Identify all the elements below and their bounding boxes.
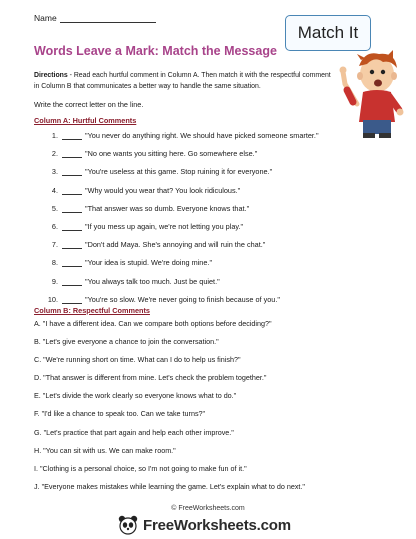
answer-blank[interactable]	[62, 186, 82, 195]
item-number: 2.	[51, 149, 58, 159]
item-text: "You always talk too much. Just be quiet."	[85, 276, 220, 286]
item-number: 6.	[51, 221, 58, 231]
item-number: 9.	[51, 276, 58, 286]
answer-blank[interactable]	[62, 131, 82, 140]
answer-blank[interactable]	[62, 277, 82, 286]
item-text: "No one wants you sitting here. Go somewhere else."	[85, 149, 258, 159]
column-a-list	[34, 131, 374, 313]
column-b-item: E. "Let's divide the work clearly so everyone knows what to do."	[34, 391, 237, 401]
item-text: "If you mess up again, we're not letting you play."	[85, 221, 244, 231]
answer-blank[interactable]	[62, 240, 82, 249]
item-number: 10.	[47, 294, 58, 304]
item-number: 3.	[51, 167, 58, 177]
answer-blank[interactable]	[62, 149, 82, 158]
item-number: 7.	[51, 240, 58, 250]
footer-brand: FreeWorksheets.com	[143, 516, 291, 534]
answer-blank[interactable]	[62, 204, 82, 213]
directions-text: - Read each hurtful comment in Column A. Then match it with the respectful comment in Column B that communicates a better way to handle the same situation.	[34, 72, 331, 90]
column-b-item: F. "I'd like a chance to speak too. Can we take turns?"	[34, 409, 206, 419]
column-a-item	[34, 131, 374, 149]
column-b-list	[34, 319, 404, 500]
boy-pointing-illustration	[337, 44, 409, 139]
column-b-item: J. "Everyone makes mistakes while learning the game. Let's explain what to do next."	[34, 481, 305, 491]
column-b-item: C. "We're running short on time. What can I do to help us finish?"	[34, 355, 241, 365]
answer-blank[interactable]	[62, 222, 82, 231]
column-b-heading: Column B: Respectful Comments	[34, 306, 150, 315]
column-b-item: H. "You can sit with us. We can make room."	[34, 445, 176, 455]
answer-blank[interactable]	[62, 258, 82, 267]
answer-blank[interactable]	[62, 167, 82, 176]
directions	[34, 70, 334, 92]
panda-icon	[118, 515, 138, 535]
column-a-item	[34, 240, 374, 258]
name-line[interactable]	[60, 22, 156, 23]
column-b-item: A. "I have a different idea. Can we compare both options before deciding?"	[34, 319, 272, 328]
answer-blank[interactable]	[62, 295, 82, 304]
item-text: "Why would you wear that? You look ridiculous."	[85, 185, 241, 195]
item-number: 8.	[51, 258, 58, 268]
name-label: Name	[34, 13, 57, 23]
column-b-item: I. "Clothing is a personal choice, so I'm not going to make fun of it."	[34, 463, 247, 473]
column-a-item	[34, 277, 374, 295]
item-text: "That answer was so dumb. Everyone knows that."	[85, 203, 250, 213]
item-text: "Your idea is stupid. We're doing mine."	[85, 258, 213, 268]
footer-logo	[118, 514, 308, 536]
item-number: 4.	[51, 185, 58, 195]
item-text: "Don't add Maya. She's annoying and will ruin the chat."	[85, 240, 266, 250]
column-a-heading: Column A: Hurtful Comments	[34, 116, 137, 125]
footer-copyright: © FreeWorksheets.com	[171, 505, 245, 512]
item-text: "You're so slow. We're never going to finish because of you."	[85, 294, 280, 304]
column-b-item: G. "Let's practice that part again and help each other improve."	[34, 427, 234, 437]
worksheet-title: Words Leave a Mark: Match the Message	[34, 44, 277, 58]
item-number: 1.	[51, 131, 58, 140]
column-a-item	[34, 167, 374, 185]
item-text: "You're useless at this game. Stop ruining it for everyone."	[85, 167, 273, 177]
directions-label: Directions	[34, 72, 68, 79]
instruction-text: Write the correct letter on the line.	[34, 100, 144, 109]
column-b-item: B. "Let's give everyone a chance to join the conversation."	[34, 337, 219, 347]
column-a-item	[34, 186, 374, 204]
column-b-item: D. "That answer is different from mine. Let's check the problem together."	[34, 373, 267, 383]
column-a-item	[34, 204, 374, 222]
item-text: "You never do anything right. We should have picked someone smarter."	[85, 131, 319, 140]
column-a-item	[34, 222, 374, 240]
item-number: 5.	[51, 203, 58, 213]
match-it-text: Match It	[297, 23, 359, 42]
column-a-item	[34, 149, 374, 167]
column-a-item	[34, 258, 374, 276]
